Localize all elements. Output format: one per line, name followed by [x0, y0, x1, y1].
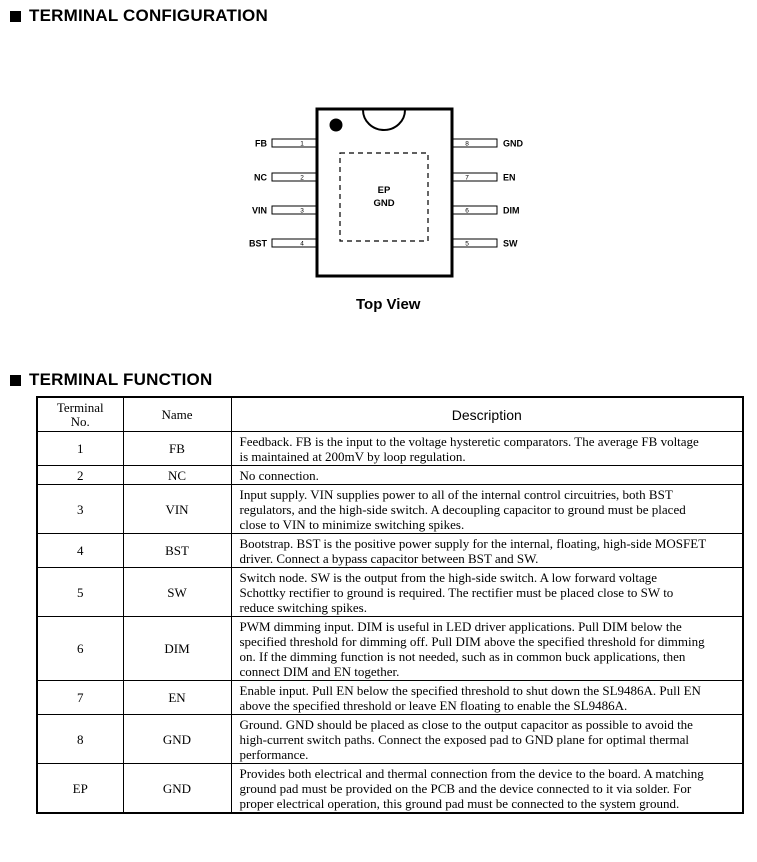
pin-label: VIN — [251, 205, 267, 216]
description-line: Schottky rectifier to ground is required. The rectifier must be placed close to SW to — [239, 585, 674, 600]
terminal-name: DIM — [123, 617, 231, 681]
pin-lead — [272, 139, 317, 147]
description-line: connect DIM and EN together. — [239, 664, 400, 679]
terminal-number: 7 — [37, 681, 123, 715]
terminal-name: VIN — [123, 485, 231, 534]
pin-number: 2 — [300, 174, 304, 182]
description-line: on. If the dimming function is not needed, such as in common buck applications, then — [239, 649, 686, 664]
description-line: reduce switching spikes. — [239, 600, 367, 615]
terminal-description — [231, 432, 743, 466]
pin-label: EN — [503, 172, 516, 183]
header-description: Description — [231, 397, 743, 432]
pin-number: 5 — [465, 240, 469, 248]
pin-bst — [249, 239, 317, 249]
exposed-pad-label: EP — [377, 185, 391, 196]
terminal-description — [231, 715, 743, 764]
table-header-row — [37, 397, 743, 432]
pin-nc — [254, 173, 317, 183]
terminal-name: SW — [123, 568, 231, 617]
description-line: Provides both electrical and thermal connection from the device to the board. A matching — [239, 766, 704, 781]
pin-lead — [452, 239, 497, 247]
terminal-number: 2 — [37, 466, 123, 485]
pin-lead — [272, 206, 317, 214]
description-line: ground pad must be provided on the PCB and the device connected to it via solder. For — [239, 781, 692, 796]
terminal-number: 5 — [37, 568, 123, 617]
pin-number: 1 — [300, 140, 304, 148]
description-line: is maintained at 200mV by loop regulation. — [239, 449, 466, 464]
table-row — [37, 485, 743, 534]
terminal-description — [231, 534, 743, 568]
terminal-configuration-title: TERMINAL CONFIGURATION — [29, 6, 268, 25]
description-line: Switch node. SW is the output from the high-side switch. A low forward voltage — [239, 570, 658, 585]
pin-label: SW — [503, 238, 518, 249]
right-pins — [452, 139, 524, 249]
table-row — [37, 432, 743, 466]
pin-label: DIM — [503, 205, 520, 216]
terminal-name: BST — [123, 534, 231, 568]
description-line: performance. — [239, 747, 309, 762]
header-terminal-no: Terminal No. — [37, 397, 123, 432]
terminal-number: EP — [37, 764, 123, 814]
description-line: Enable input. Pull EN below the specified threshold to shut down the SL9486A. Pull EN — [239, 683, 701, 698]
description-line: high-current switch paths. Connect the exposed pad to GND plane for optimal thermal — [239, 732, 689, 747]
description-line: Ground. GND should be placed as close to the output capacitor as possible to avoid the — [239, 717, 693, 732]
pin-number: 4 — [300, 240, 304, 248]
terminal-description — [231, 485, 743, 534]
terminal-name: GND — [123, 715, 231, 764]
table-row — [37, 764, 743, 814]
terminal-name: EN — [123, 681, 231, 715]
pin-vin — [252, 206, 317, 216]
terminal-description — [231, 681, 743, 715]
terminal-description — [231, 764, 743, 814]
terminal-number: 6 — [37, 617, 123, 681]
pin-dim — [452, 206, 520, 216]
description-line: specified threshold for dimming off. Pull DIM above the specified threshold for dimming — [239, 634, 705, 649]
square-bullet-icon — [10, 375, 21, 386]
package-diagram — [0, 0, 757, 330]
pin-label: NC — [254, 172, 267, 183]
pin-gnd — [452, 139, 524, 149]
terminal-function-table — [36, 396, 744, 814]
table-body — [37, 432, 743, 814]
terminal-number: 1 — [37, 432, 123, 466]
description-line: PWM dimming input. DIM is useful in LED driver applications. Pull DIM below the — [239, 619, 682, 634]
table-row — [37, 681, 743, 715]
pin1-marker-dot — [330, 119, 343, 132]
table-row — [37, 466, 743, 485]
pin-sw — [452, 239, 518, 249]
terminal-name: NC — [123, 466, 231, 485]
description-line: No connection. — [239, 468, 319, 483]
pin-en — [452, 173, 516, 183]
table-row — [37, 568, 743, 617]
description-line: close to VIN to minimize switching spikes. — [239, 517, 465, 532]
table-row — [37, 617, 743, 681]
pin-number: 8 — [465, 140, 469, 148]
terminal-function-title: TERMINAL FUNCTION — [29, 370, 213, 389]
table-row — [37, 534, 743, 568]
pin-lead — [272, 239, 317, 247]
description-line: above the specified threshold or leave EN floating to enable the SL9486A. — [239, 698, 628, 713]
pin-number: 7 — [465, 174, 469, 182]
description-line: Bootstrap. BST is the positive power supply for the internal, floating, high-side MOSFET — [239, 536, 707, 551]
terminal-name: GND — [123, 764, 231, 814]
left-pins — [249, 139, 317, 249]
top-view-caption: Top View — [356, 296, 421, 313]
terminal-number: 8 — [37, 715, 123, 764]
description-line: regulators, and the high-side switch. A decoupling capacitor to ground must be placed — [239, 502, 686, 517]
terminal-name: FB — [123, 432, 231, 466]
terminal-function-heading — [10, 370, 212, 390]
description-line: Input supply. VIN supplies power to all of the internal control circuitries, both BST — [239, 487, 673, 502]
description-line: proper electrical operation, this ground pad must be connected to the system ground. — [239, 796, 680, 811]
pin-number: 3 — [300, 207, 304, 215]
description-line: driver. Connect a bypass capacitor between BST and SW. — [239, 551, 539, 566]
pin-label: BST — [249, 238, 267, 249]
pin-lead — [272, 173, 317, 181]
pin-fb — [255, 139, 317, 149]
description-line: Feedback. FB is the input to the voltage hysteretic comparators. The average FB voltage — [239, 434, 699, 449]
terminal-description — [231, 568, 743, 617]
terminal-description — [231, 617, 743, 681]
exposed-pad-sublabel: GND — [373, 198, 395, 209]
pin-lead — [452, 206, 497, 214]
terminal-number: 3 — [37, 485, 123, 534]
pin-lead — [452, 173, 497, 181]
pin-number: 6 — [465, 207, 469, 215]
terminal-description — [231, 466, 743, 485]
pin-label: GND — [503, 138, 523, 149]
header-name: Name — [123, 397, 231, 432]
pin-lead — [452, 139, 497, 147]
terminal-number: 4 — [37, 534, 123, 568]
pin-label: FB — [255, 138, 267, 149]
table-row — [37, 715, 743, 764]
